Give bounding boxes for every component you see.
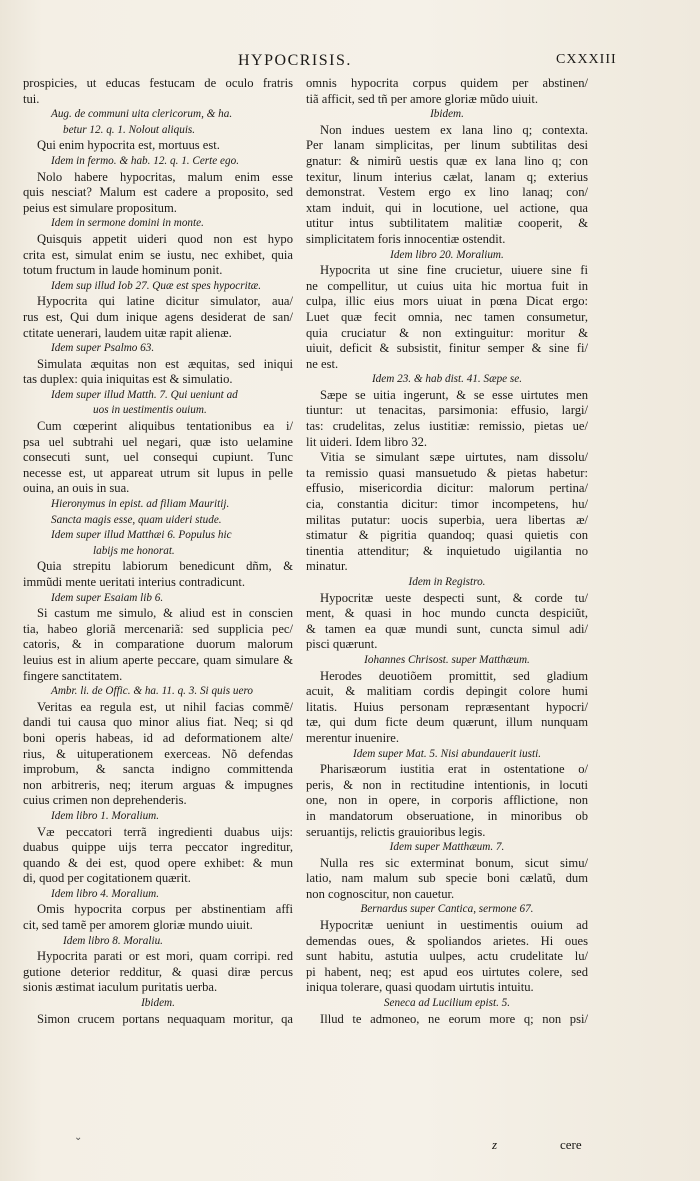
text-line: Luet quæ fecit omnia, nec tamen consumetur, — [306, 309, 588, 324]
text-line: Quia strepitu labiorum benedicunt dñm, & — [37, 559, 293, 574]
citation-line: Idem sup illud Iob 27. Quæ est spes hypocritæ. — [51, 279, 262, 292]
text-line: Herodes deuotiõem promittit, sed gladium — [320, 668, 588, 683]
text-line: necesse est, ut appareat utrum sit lupus in pelle — [23, 465, 293, 480]
text-line: totum fructum in laude hominum ponit. — [23, 263, 223, 278]
text-line: stimatur & pigritia quandoq; quasi quietis con — [306, 528, 588, 543]
text-line: cit, sed tamẽ per amorem gloriæ mundo uiuit. — [23, 918, 253, 933]
signature-mark: z — [492, 1137, 498, 1152]
text-line: Hypocrita qui latine dicitur simulator, aua/ — [37, 294, 293, 309]
text-line: ment, & quasi in hoc mundo cuncta despiciũt, — [306, 606, 588, 621]
citation-line: labijs me honorat. — [93, 544, 175, 557]
text-line: crita est, simulat enim se iustu, nec exhibet, quia — [23, 247, 293, 262]
text-line: quia cruciatur & non extinguitur: moritur & — [306, 325, 588, 340]
text-line: Simon crucem portans nequaquam moritur, qa — [37, 1011, 293, 1026]
printer-mark: ⌄ — [74, 1132, 83, 1143]
text-line: & tamen ea quæ mundi sunt, cuncta simul adi/ — [306, 621, 588, 636]
text-line: sunt habitu, astutia uulpes, actu crudelitate lu/ — [306, 949, 588, 964]
text-line: Hypocrita parati or est mori, quam corripi. red — [37, 949, 293, 964]
text-line: consecuti sunt, uel consequi cupiunt. Tunc — [23, 450, 293, 465]
text-line: tæ, qui dum ficte deum quærunt, illum nunquam — [306, 715, 588, 730]
text-line: one, non in opere, in corporis afflictione, non — [306, 793, 588, 808]
text-line: ne compellitur, ut cuius uita hic mortua fuit in — [306, 278, 588, 293]
text-line: peris, & non in rectitudine intentionis, in locuti — [306, 777, 588, 792]
text-line: Vitia se simulant sæpe uirtutes, nam dissolu/ — [320, 450, 588, 465]
text-line: ouina, an ouis in sua. — [23, 481, 130, 496]
text-line: tia, habeo gloriã mercenariã: sed supplicia pec/ — [23, 621, 293, 636]
text-line: pisci quærunt. — [306, 637, 378, 652]
text-line: xtam induit, qui in locutione, uel actione, qua — [306, 200, 588, 215]
citation-line: uos in uestimentis ouium. — [93, 404, 207, 417]
text-line: Sæpe se uitia ingerunt, & se esse uirtutes men — [320, 387, 588, 402]
text-line: tui. — [23, 91, 40, 106]
text-line: non cognoscitur, non cauetur. — [306, 886, 455, 901]
text-line: demendas oues, & spoliandos arietes. Hi oues — [306, 933, 588, 948]
text-line: fingere sanctitatem. — [23, 668, 123, 683]
text-line: Hypocrita ut sine fine crucietur, uiuere sine fi — [320, 263, 588, 278]
text-line: cia, constantia dicitur: timor incompetens, hu/ — [306, 497, 588, 512]
citation-line: Idem libro 4. Moralium. — [51, 887, 160, 900]
text-line: Simulata æquitas non est æquitas, sed iniqui — [37, 356, 293, 371]
text-line: gutione deterior redditur, & quasi diræ percus — [23, 964, 293, 979]
right-text-column — [306, 76, 588, 1027]
text-line: ta remissio quasi mansuetudo & pietas habetur: — [306, 465, 588, 480]
text-line: seruantijs, relictis grauioribus legis. — [306, 824, 486, 839]
text-line: tinentia attenditur; & inquietudo uigilantia no — [306, 543, 588, 558]
text-line: Nolo habere hypocritas, malum enim esse — [37, 169, 293, 184]
citation-line: Idem libro 8. Moraliu. — [63, 934, 163, 947]
text-line: Per lanam simplicitas, per linum subtilitas desi — [306, 138, 588, 153]
text-line: duabus quippe uijs terra peccator ingreditur, — [23, 840, 293, 855]
text-line: acuit, & malitiam cordis depingit colore humi — [306, 684, 588, 699]
text-line: ctitate uenerari, laudem uitæ rapit alienæ. — [23, 325, 232, 340]
text-line: litatis. Huius personam repræsentant hypocri/ — [306, 699, 588, 714]
text-line: Nulla res sic exterminat bonum, sicut simu/ — [320, 855, 588, 870]
citation-line: Idem in sermone domini in monte. — [51, 217, 204, 230]
text-line: Veritas ea regula est, ut nihil facias commẽ/ — [37, 699, 293, 714]
text-line: ne est. — [306, 356, 339, 371]
citation-line: Ambr. li. de Offic. & ha. 11. q. 3. Si quis uero — [51, 685, 253, 698]
text-line: Omis hypocrita corpus per abstinentiam affi — [37, 902, 293, 917]
page-title: HYPOCRISIS. — [238, 52, 352, 69]
text-line: non arbitreris, neq; iterum arguas & impugnes — [23, 777, 293, 792]
text-line: catoris, & in comparatione duorum malorum — [23, 637, 293, 652]
text-line: merentur inuenire. — [306, 730, 400, 745]
text-line: effusio, misericordia dicitur: malorum pertina/ — [306, 481, 588, 496]
text-line: Hypocritæ ueniunt in uestimentis ouium ad — [320, 918, 588, 933]
folio-number: CXXXIII — [556, 52, 617, 67]
text-line: omnis hypocrita corpus quidem per abstinen/ — [306, 76, 588, 90]
text-line: improbum, & sancta indigno committenda — [23, 762, 293, 777]
citation-line: Idem super Psalmo 63. — [51, 342, 155, 355]
citation-line: Idem super Mat. 5. Nisi abundauerit iusti. — [352, 747, 541, 760]
text-line: Qui enim hypocrita est, mortuus est. — [37, 138, 220, 153]
text-line: pi habent, neq; est apud eos uirtutes colere, sed — [306, 964, 588, 979]
text-line: psa uel subtrahi uel negari, quæ isto uelamine — [23, 434, 293, 449]
text-line: uiuit, deficit & subsistit, finitur semper & sine fi/ — [306, 341, 588, 356]
citation-line: Idem libro 20. Moralium. — [390, 248, 504, 261]
citation-line: Sancta magis esse, quam uideri stude. — [51, 513, 222, 526]
text-line: tas: crudelitas, zelus iustitiæ: remissio, pietas ue/ — [306, 419, 588, 434]
citation-line: Hieronymus in epist. ad filiam Mauritij. — [51, 498, 230, 511]
citation-line: Idem 23. & hab dist. 41. Sæpe se. — [371, 373, 523, 386]
text-line: quando & dei est, quod opere exhibet: & mun — [23, 855, 293, 870]
text-line: rus est, Qui dum inique agens desiderat de san/ — [23, 309, 293, 324]
text-line: dandi tui causa quo minor alius fiat. Neq; si qd — [23, 715, 293, 730]
text-line: peius est simulare propositum. — [23, 200, 177, 215]
text-line: Quisquis appetit uideri quod non est hypo — [37, 231, 293, 246]
text-line: culpa, illic eius mors uiuat in pœna Dicat ergo: — [306, 294, 588, 309]
text-line: cuius crimen non deprehenderis. — [23, 793, 187, 808]
text-line: Hypocritæ ueste despecti sunt, & corde tu/ — [320, 590, 588, 605]
text-line: boni operis habeas, id ad deformationem alte/ — [23, 730, 293, 745]
text-line: Pharisæorum iustitia erat in ostentatione o/ — [320, 762, 588, 777]
text-line: Non indues uestem ex lana lino q; contexta. — [320, 122, 588, 137]
catchword: cere — [560, 1137, 582, 1152]
left-text-column — [23, 76, 293, 1027]
citation-line: betur 12. q. 1. Nolout aliquis. — [63, 123, 196, 136]
text-line: in mandatorum obseruatione, in minoribus ob — [306, 808, 588, 823]
text-line: latio, nam malum sub specie boni cælatũ, dum — [306, 871, 588, 886]
text-line: rius, & uituperationem exerceas. Nõ defendas — [23, 746, 293, 761]
citation-line: Aug. de communi uita clericorum, & ha. — [51, 108, 233, 121]
text-line: immũdi mente ueritati interius contradicunt. — [23, 575, 246, 589]
text-line: Illud te admoneo, ne eorum more q; non psi/ — [320, 1011, 588, 1026]
text-line: utitur intus subtilitatem malitiæ cooperit, & — [306, 216, 588, 231]
citation-line: Idem super illud Matth. 7. Qui ueniunt ad — [51, 388, 238, 401]
text-line: tiã afficit, sed tñ per amore gloriæ mũdo uiuit. — [306, 91, 539, 106]
text-line: Cum cœperint aliquibus tentationibus ea i/ — [37, 419, 293, 434]
text-line: sionis æstimat iaculum puritatis uerba. — [23, 980, 218, 995]
citation-line: Ibidem. — [430, 108, 464, 121]
text-line: di, quod per cogitationem quærit. — [23, 871, 191, 886]
citation-line: Iohannes Chrisost. super Matthæum. — [364, 653, 530, 666]
citation-line: Ibidem. — [141, 997, 175, 1010]
text-line: Væ peccatori terrã ingredienti duabus uijs: — [37, 824, 293, 839]
text-line: prospicies, ut educas festucam de oculo fratris — [23, 76, 293, 90]
text-line: quis nesciat? Malum est cadere a proposito, sed — [23, 185, 293, 200]
text-line: minatur. — [306, 559, 348, 574]
text-line: iniqua tolerare, quasi quodam uirtutis intuitu. — [306, 980, 534, 995]
text-line: demonstrat. Vestem ergo ex lino lanaq; con/ — [306, 185, 588, 200]
text-line: simplicitatem foris innocentiæ ostendit. — [306, 231, 506, 246]
text-line: tas duplex: quia iniquitas est & simulatio. — [23, 372, 233, 387]
citation-line: Idem in fermo. & hab. 12. q. 1. Certe ego. — [51, 154, 239, 167]
text-line: Si castum me simulo, & aliud est in conscien — [37, 606, 293, 621]
citation-line: Idem super Esaiam lib 6. — [51, 591, 164, 604]
text-line: tiuntur: ut tenacitas, parsimonia: effusio, largi/ — [306, 403, 588, 418]
text-line: gnatur: & nimirũ uestis quæ ex lana lino q; con — [306, 153, 588, 168]
citation-line: Idem super Matthæum. 7. — [389, 841, 505, 854]
citation-line: Bernardus super Cantica, sermone 67. — [360, 903, 534, 916]
text-line: lit uideri. Idem libro 32. — [306, 434, 428, 449]
running-head — [0, 52, 700, 74]
citation-line: Idem libro 1. Moralium. — [51, 809, 160, 822]
text-line: militas putatur: uocis superbia, uera libertas æ/ — [306, 512, 588, 527]
citation-line: Seneca ad Lucilium epist. 5. — [383, 997, 511, 1010]
text-line: leuius est in alium aperte peccare, quam simulare & — [23, 652, 293, 667]
citation-line: Idem in Registro. — [408, 576, 486, 588]
citation-line: Idem super illud Matthæi 6. Populus hic — [51, 529, 232, 542]
text-line: texitur, linum interius cælat, lanam q; exterius — [306, 169, 588, 184]
